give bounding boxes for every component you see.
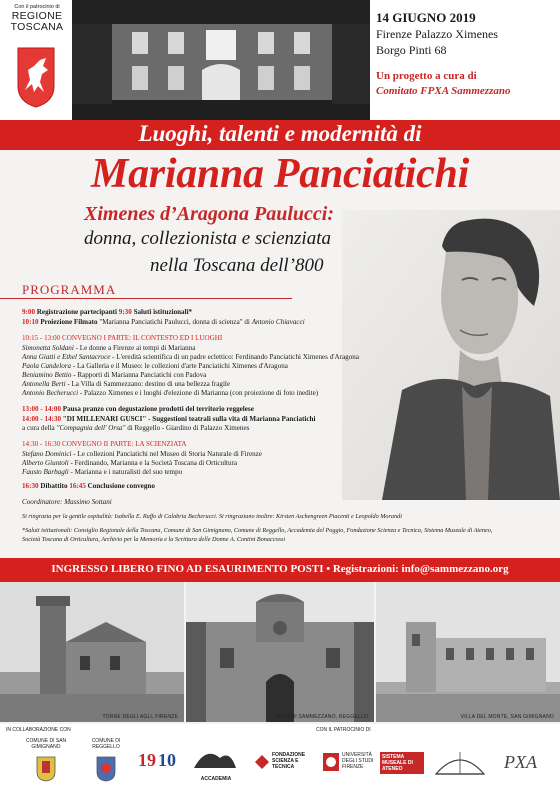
item-text: Conclusione convegno — [87, 482, 155, 490]
speaker: Alberto Giuntoli — [22, 459, 69, 467]
programme-line — [22, 308, 192, 317]
title-name: Marianna Panciatichi — [91, 151, 469, 197]
regione-line2: TOSCANA — [10, 21, 64, 33]
photo-caption: VILLA DI SAMMEZZANO, REGGELLO — [275, 714, 368, 720]
subtitle-line1: Ximenes d’Aragona Paulucci: — [84, 203, 335, 225]
event-date: 14 GIUGNO 2019 — [376, 10, 476, 25]
subtitle-line3: nella Toscana dell’800 — [150, 255, 324, 276]
talk: - Ferdinando, Marianna e la Società Toscana di Orticultura — [68, 459, 238, 467]
film-author: Antonio Chiavacci — [251, 318, 305, 326]
speaker: Antonella Berti — [22, 380, 66, 388]
item-text: di Reggello - Giardino di Palazzo Ximenes — [127, 424, 250, 432]
talk: - Palazzo Ximenes e i luoghi d'elezione di Marianna (con proiezione di foto inedite) — [78, 389, 319, 397]
palazzo-ximenes-logo-icon — [500, 746, 550, 778]
item-text: a cura della — [22, 424, 55, 432]
patrocinio-label: Con il patrocinio di — [14, 4, 60, 10]
institutional-greetings-cont: Società Toscana di Orticultura, Archivio per la Memoria e la Scrittura delle Donne A. Contini Bonaccossi — [22, 536, 286, 543]
speaker-line — [22, 353, 359, 362]
speaker-line — [22, 380, 230, 389]
palazzo-ximenes-photo — [72, 0, 370, 120]
talk: - Rapporti di Marianna Panciatichi con Padova — [71, 371, 207, 379]
speaker-line — [22, 468, 182, 477]
svg-text:19: 19 — [138, 750, 156, 770]
time: 9:30 — [118, 308, 132, 316]
speaker-line — [22, 362, 288, 371]
marianna-portrait — [342, 210, 560, 500]
programme-line — [22, 405, 254, 414]
patrocinio-footer-label: CON IL PATROCINIO DI — [316, 727, 371, 733]
comune-reggello-label: COMUNE DI REGGELLO — [91, 738, 121, 750]
greenhouse-logo-icon — [430, 744, 490, 778]
time: 13:00 - 14:00 — [22, 405, 62, 413]
san-gimignano-crest-icon — [36, 756, 56, 782]
company-name: "Compagnia dell' Orsa" — [56, 424, 126, 432]
svg-text:10: 10 — [158, 750, 176, 770]
programme-line — [22, 482, 155, 491]
speaker-line — [22, 459, 237, 468]
accademia-label: ACCADEMIA — [200, 776, 232, 782]
talk: - Le collezioni Panciatichi nel Museo di Storia Naturale di Firenze — [71, 450, 262, 458]
fondazione-logo-icon — [254, 754, 270, 770]
speaker: Paola Candelora — [22, 362, 72, 370]
regione-line1: REGIONE — [11, 10, 63, 22]
speaker: Fausto Barbagli — [22, 468, 69, 476]
fondazione-label: FONDAZIONE SCIENZA E TECNICA — [272, 752, 306, 770]
item-text: Dibattito — [40, 482, 68, 490]
footer-logos — [0, 724, 560, 793]
item-text: Registrazione partecipanti — [36, 308, 117, 316]
event-address: Borgo Pinti 68 — [376, 43, 447, 57]
speaker: Simonetta Soldani — [22, 344, 74, 352]
talk: - Le donne a Firenze ai tempi di Marianna — [73, 344, 196, 352]
speaker: Beniamino Bettio — [22, 371, 72, 379]
programme-line — [22, 415, 315, 424]
time: 9:00 — [22, 308, 36, 316]
item-text: Saluti istituzionali* — [133, 308, 193, 316]
accademia-logo-icon — [190, 744, 240, 774]
reggello-crest-icon — [96, 756, 116, 782]
speaker-line — [22, 344, 195, 353]
unifi-logo-icon — [322, 752, 340, 772]
theatre-title: "DI MILLENARI GUSCI" — [62, 415, 147, 423]
project-label: Un progetto a cura di — [376, 70, 477, 82]
section-heading: 14:30 - 16:30 CONVEGNO II PARTE: LA SCIENZIATA — [22, 440, 187, 448]
collab-label: IN COLLABORAZIONE CON — [6, 727, 71, 733]
item-text: Pausa pranzo con degustazione prodotti del territorio reggelese — [62, 405, 254, 413]
photo-villa-del-monte — [376, 582, 560, 722]
subtitle-line2: donna, collezionista e scienziata — [84, 228, 331, 249]
regione-toscana-logo — [4, 11, 70, 33]
talk: - La Villa di Sammezzano: destino di una bellezza fragile — [65, 380, 231, 388]
project-organizer: Comitato FPXA Sammezzano — [376, 85, 511, 97]
photo-villa-sammezzano — [186, 582, 374, 722]
photo-caption: VILLA DEL MONTE, SAN GIMIGNANO — [460, 714, 554, 720]
film-title: "Marianna Panciatichi Paulucci, donna di scienza" di — [99, 318, 250, 326]
coordinator: Coordinatore: Massimo Sottani — [22, 498, 112, 506]
comune-san-gimignano-label: COMUNE DI SAN GIMIGNANO — [25, 738, 67, 750]
speaker: Antonio Becherucci — [22, 389, 79, 397]
unifi-label: UNIVERSITÀ DEGLI STUDI FIRENZE — [342, 752, 374, 770]
speaker-line — [22, 389, 318, 398]
acknowledgement: Si ringrazia per la gentile ospitalità: Isabella E. Ruffo di Calabria Becherucci. Si ringraziano inoltre: Kirsten Aschengreen Piacenti e Leopoldo Morandi — [22, 513, 402, 520]
time: 14:00 - 14:30 — [22, 415, 62, 423]
time: 10:10 — [22, 318, 39, 326]
item-text: - Suggestioni teatrali sulla vita di Marianna Panciatichi — [146, 415, 316, 423]
speaker: Anna Giatti e Ethel Santacroce — [22, 353, 111, 361]
programme-line — [22, 318, 305, 327]
speaker: Stefano Dominici — [22, 450, 72, 458]
photo-torre-degli-agli — [0, 582, 184, 722]
item-text: Proiezione Filmato — [40, 318, 98, 326]
speaker-line — [22, 450, 262, 459]
programme-heading: PROGRAMMA — [0, 282, 292, 299]
speaker-line — [22, 371, 206, 380]
institutional-greetings: *Saluti istituzionali: Consiglio Regionale della Toscana, Comune di San Gimignano, Comune di Reggello, Accademia del Poggio, Fondazione Scienza e Tecnica, Sistema Museale di Ateneo, — [22, 527, 493, 534]
event-venue: Firenze Palazzo Ximenes — [376, 27, 498, 41]
photo-caption: TORRE DEGLI AGLI, FIRENZE — [102, 714, 178, 720]
title-line1: Luoghi, talenti e modernità di — [138, 121, 422, 146]
programme-line — [22, 424, 249, 433]
talk: - La Galleria e il Museo: le collezioni d'arte Panciatichi Ximenes d'Aragona — [71, 362, 288, 370]
entry-banner-text: INGRESSO LIBERO FINO AD ESAURIMENTO POSTI • Registrazioni: info@sammezzano.org — [51, 563, 509, 575]
time: 16:30 — [22, 482, 39, 490]
centenary-logo-icon — [136, 744, 178, 778]
svg-text:PXA: PXA — [504, 752, 537, 772]
time: 16:45 — [69, 482, 86, 490]
section-heading: 10:15 - 13:00 CONVEGNO I PARTE: IL CONTESTO ED I LUOGHI — [22, 334, 223, 342]
pegasus-crest-icon — [16, 46, 56, 108]
talk: - L'eredità scientifica di un padre eclettico: Ferdinando Panciatichi Ximenes d'Aragona — [110, 353, 359, 361]
sistema-museale-label: SISTEMA MUSEALE DI ATENEO — [380, 752, 424, 774]
talk: - Marianna e i naturalisti del suo tempo — [68, 468, 183, 476]
